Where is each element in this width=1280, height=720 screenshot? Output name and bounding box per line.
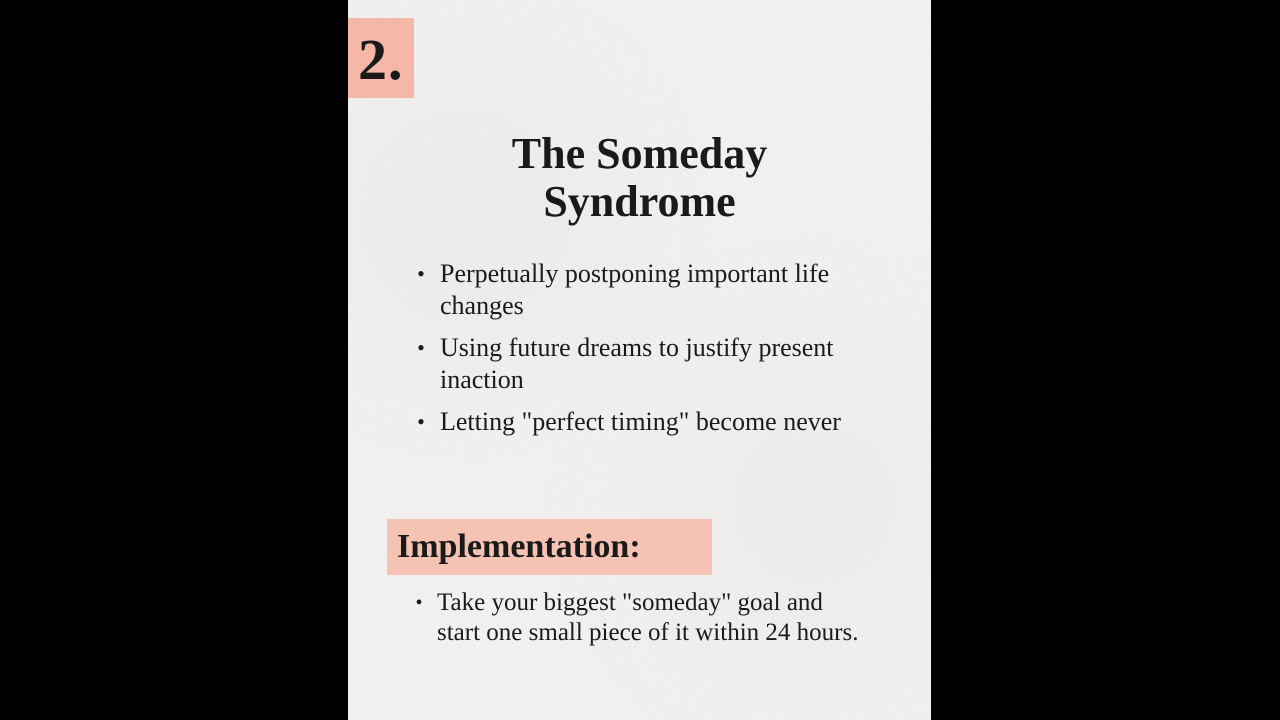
implementation-heading: Implementation: — [397, 528, 641, 565]
list-item — [412, 588, 872, 648]
bullet-list — [414, 258, 884, 448]
list-item — [414, 258, 884, 322]
bullet-text: Letting "perfect timing" become never — [440, 407, 841, 436]
bullet-icon: • — [415, 592, 423, 614]
list-item — [414, 332, 884, 396]
bullet-icon: • — [417, 335, 425, 360]
slide-title — [348, 130, 931, 226]
slide-number: 2. — [358, 27, 404, 92]
bullet-text: Using future dreams to justify present inaction — [440, 333, 834, 394]
implementation-list — [412, 588, 872, 648]
list-item — [414, 406, 884, 438]
bullet-text: Perpetually postponing important life changes — [440, 259, 830, 320]
implementation-text: Take your biggest "someday" goal and start one small piece of it within 24 hours. — [437, 589, 859, 646]
title-line-1: The Someday — [511, 129, 768, 178]
slide-card — [348, 0, 931, 720]
bullet-icon: • — [417, 409, 425, 434]
bullet-icon: • — [417, 261, 425, 286]
title-line-2: Syndrome — [543, 177, 736, 226]
